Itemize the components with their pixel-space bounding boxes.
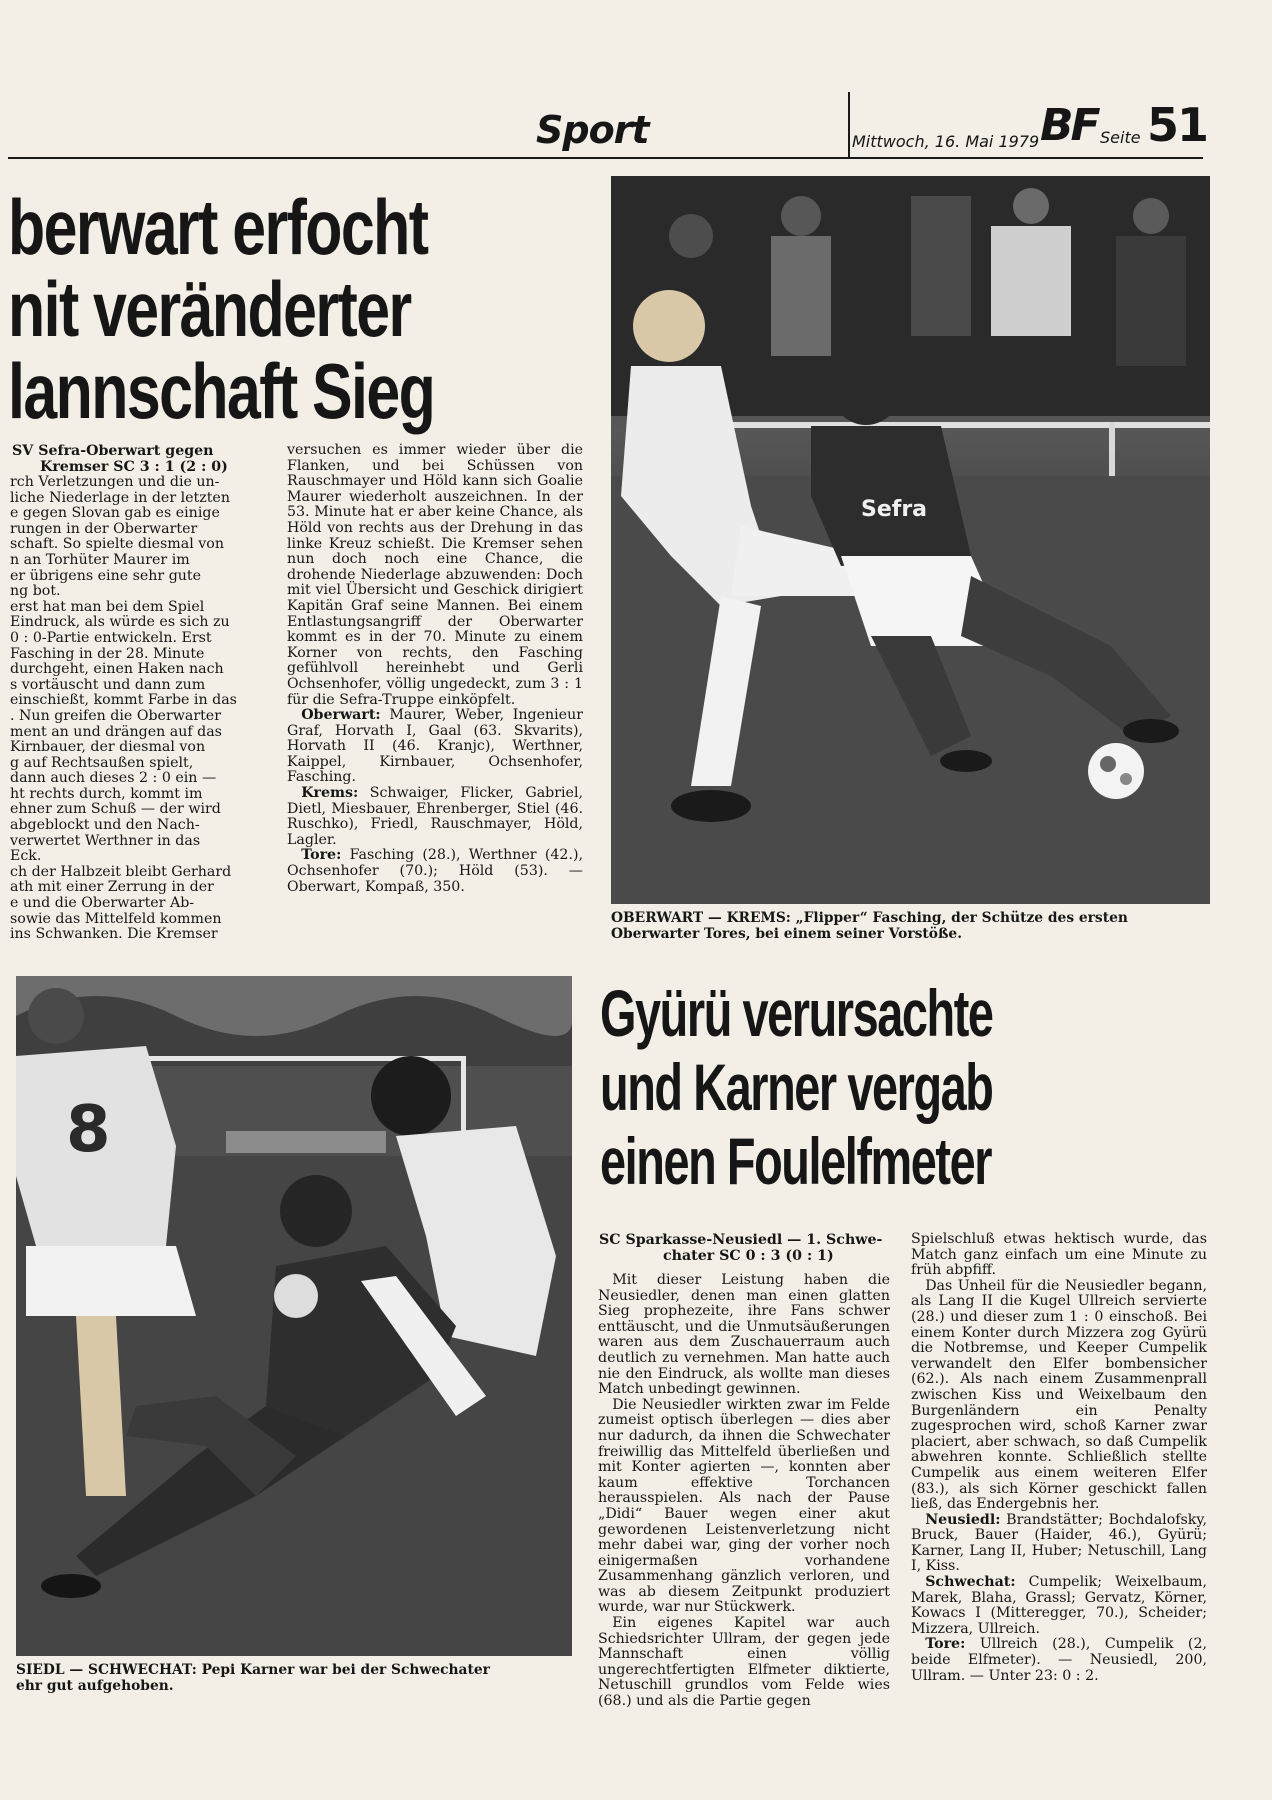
col-line: erst hat man bei dem Spiel bbox=[10, 598, 205, 615]
lineup-schwechat bbox=[911, 1575, 1207, 1637]
lineup-label: Oberwart: bbox=[301, 707, 381, 724]
goals-label: Tore: bbox=[301, 847, 342, 864]
article-paragraph: Spielschluß etwas hektisch wurde, das Match ganz einfach um eine Minute zu früh abpfiff. bbox=[911, 1232, 1207, 1279]
lineup-label: Krems: bbox=[301, 785, 359, 802]
col-line: ht rechts durch, kommt im bbox=[10, 785, 203, 802]
photo-illustration bbox=[611, 176, 1210, 904]
col-line: einschießt, kommt Farbe in das bbox=[10, 692, 237, 709]
caption-line: SIEDL — SCHWECHAT: Pepi Karner war bei der Schwechater bbox=[16, 1662, 490, 1678]
article1-column-1 bbox=[10, 475, 268, 945]
col-line: . Nun greifen die Oberwarter bbox=[10, 707, 221, 724]
goals-line bbox=[911, 1637, 1207, 1684]
headline-line: und Karner vergab bbox=[600, 1050, 993, 1124]
lineup-text: Cumpelik; Weixelbaum, Marek, Blaha, Grassl; Gervatz, Körner, Kowacs I (Mitteregger, 70.), Scheider; Mizzera, Ullreich. bbox=[911, 1574, 1207, 1637]
photo1-caption: OBERWART — KREMS: „Flipper“ Fasching, der Schütze des ersten Oberwarter Tores, bei einem seiner Vorstöße. bbox=[611, 910, 1128, 942]
col-line: abgeblockt und den Nach- bbox=[10, 817, 200, 834]
col-line: sowie das Mittelfeld kommen bbox=[10, 910, 222, 927]
col-line: e und die Oberwarter Ab- bbox=[10, 895, 195, 912]
article2-headline bbox=[600, 976, 993, 1202]
col-line: verwertet Werthner in das bbox=[10, 832, 201, 849]
lineup-oberwart bbox=[287, 708, 583, 786]
col-line: s vortäuscht und dann zum bbox=[10, 676, 206, 693]
article1-headline bbox=[8, 183, 435, 435]
photo2-caption bbox=[16, 1662, 576, 1694]
subhead-line: chater SC 0 : 3 (0 : 1) bbox=[663, 1248, 834, 1264]
article-paragraph: Ein eigenes Kapitel war auch Schiedsrichter Ullram, der gegen jede Mannschaft einen völlig ungerechtfertigten Elfmeter diktierte, Netuschill grundlos vom Felde wies (68.) und als die Partie gegen bbox=[598, 1615, 890, 1710]
col-line: e gegen Slovan gab es einige bbox=[10, 505, 220, 522]
article1-subhead bbox=[12, 443, 272, 475]
col-line: 0 : 0-Partie entwickeln. Erst bbox=[10, 629, 212, 646]
article-paragraph: Die Neusiedler wirkten zwar im Felde zumeist optisch überlegen — dies aber nur dadurch, da ihnen die Schwechater freiwillig das Mittelfeld überließen und mit Konter agierten —, konnten aber kaum effektive Torchancen herausspielen. Als nach der Pause „Didi“ Bauer wegen einer akut gewordenen Leistenverletzung nicht mehr dabei war, ging der vorher noch einigermaßen vorhandene Zusammenhang gänzlich verloren, und was ab diesem Zeitpunkt produziert wurde, war nur Stückwerk. bbox=[598, 1396, 890, 1616]
col-line: liche Niederlage in der letzten bbox=[10, 489, 230, 506]
goals-text: Ullreich (28.), Cumpelik (2, beide Elfmeter). — Neusiedl, 200, Ullram. — Unter 23: 0 : 2. bbox=[911, 1636, 1207, 1684]
col-line: ch der Halbzeit bleibt Gerhard bbox=[10, 863, 232, 880]
col-line: ehner zum Schuß — der wird bbox=[10, 801, 221, 818]
col-line: rch Verletzungen und die un- bbox=[10, 475, 220, 490]
col-line: ath mit einer Zerrung in der bbox=[10, 879, 214, 896]
goals-label: Tore: bbox=[925, 1636, 966, 1653]
article2-column-2 bbox=[911, 1232, 1207, 1780]
col-line: dann auch dieses 2 : 0 ein — bbox=[10, 770, 217, 787]
header-rule bbox=[8, 157, 1203, 159]
jersey-number: 8 bbox=[66, 1093, 111, 1167]
col-line: er übrigens eine sehr gute bbox=[10, 567, 202, 584]
col-line: schaft. So spielte diesmal von bbox=[10, 536, 224, 553]
section-title: Sport bbox=[536, 108, 649, 152]
col-line: n an Torhüter Maurer im bbox=[10, 551, 190, 568]
article-paragraph: Das Unheil für die Neusiedler begann, als Lang II die Kugel Ullreich servierte (28.) und dieser zum 1 : 0 einschoß. Bei einem Konter durch Mizzera zog Gyürü die Notbremse, und Keeper Cumpelik verwandelt den Elfer bombensicher (62.). Als nach einem Zusammenprall zwischen Kiss und Weixelbaum den Burgenländern ein Penalty zugesprochen wird, schoß Karner zwar placiert, aber schwach, so daß Cumpelik abwehren konnte. Schließlich stellte Cumpelik aus einem weiteren Elfer (83.), als sich Körner geschickt fallen ließ, das Endergebnis her. bbox=[911, 1277, 1207, 1513]
lineup-label: Schwechat: bbox=[925, 1574, 1016, 1591]
article-paragraph: versuchen es immer wieder über die Flanken, und bei Schüssen von Rauschmayer und Höld kann sich Goalie Maurer wiederholt auszeichnen. In der 53. Minute hat er aber keine Chance, als Höld von rechts aus der Drehung in das linke Kreuz schießt. Die Kremser sehen nun doch noch eine Chance, die drohende Niederlage abzuwenden: Doch mit viel Übersicht und Geschick dirigiert Kapitän Graf seine Mannen. Bei einem Entlastungsangriff der Oberwarter kommt es in der 70. Minute zu einem Korner von rechts, den Fasching gefühlvoll hereinhebt und Gerli Ochsenhofer, völlig ungedeckt, zum 3 : 1 für die Sefra-Truppe einköpfelt. bbox=[287, 443, 583, 708]
col-line: ng bot. bbox=[10, 583, 61, 600]
jersey-sponsor: Sefra bbox=[861, 497, 928, 522]
lineup-text: Brandstätter; Bochdalofsky, Bruck, Bauer (Haider, 46.), Gyürü; Karner, Lang II, Huber; Netuschill, Lang I, Kiss. bbox=[911, 1511, 1207, 1575]
lineup-krems bbox=[287, 786, 583, 848]
col-line: Fasching in der 28. Minute bbox=[10, 645, 205, 662]
page-label: Seite bbox=[1100, 128, 1141, 147]
col-line: Kirnbauer, der diesmal von bbox=[10, 739, 206, 756]
headline-line: einen Foulelfmeter bbox=[600, 1124, 992, 1198]
headline-line: berwart erfocht bbox=[8, 183, 428, 271]
headline-line: lannschaft Sieg bbox=[8, 347, 435, 435]
article-paragraph: Mit dieser Leistung haben die Neusiedler, denen man einen glatten Sieg prophezeite, ihre Fans schwer enttäuscht, und die Unmutsäußerungen waren aus dem Zuschauerraum auch deutlich zu vernehmen. Man hatte auch nie den Eindruck, als wollte man dieses Match unbedingt gewinnen. bbox=[598, 1273, 890, 1398]
issue-date: Mittwoch, 16. Mai 1979 bbox=[852, 132, 1040, 151]
lineup-label: Neusiedl: bbox=[925, 1511, 1001, 1528]
article2-column-1 bbox=[598, 1273, 890, 1780]
lineup-text: Schwaiger, Flicker, Gabriel, Dietl, Miesbauer, Ehrenberger, Stiel (46. Ruschko), Friedl, Rauschmayer, Höld, Lagler. bbox=[287, 785, 583, 848]
subhead-line: SV Sefra-Oberwart gegen bbox=[12, 443, 214, 459]
article2-subhead bbox=[599, 1232, 889, 1264]
col-line: Eindruck, als würde es sich zu bbox=[10, 614, 230, 631]
col-line: ment an und drängen auf das bbox=[10, 723, 222, 740]
subhead-line: SC Sparkasse-Neusiedl — 1. Schwe- bbox=[599, 1232, 883, 1248]
lineup-neusiedl bbox=[911, 1513, 1207, 1575]
col-line: g auf Rechtsaußen spielt, bbox=[10, 754, 194, 771]
caption-line: ehr gut aufgehoben. bbox=[16, 1678, 174, 1694]
newspaper-logo: BF bbox=[1040, 100, 1098, 151]
goals-line bbox=[287, 848, 583, 895]
col-line: ins Schwanken. Die Kremser bbox=[10, 926, 218, 943]
article1-column-2 bbox=[287, 443, 583, 951]
page-number: 51 bbox=[1147, 98, 1208, 152]
photo-illustration bbox=[16, 976, 572, 1656]
headline-line: Gyürü verursachte bbox=[600, 976, 993, 1050]
subhead-line: Kremser SC 3 : 1 (2 : 0) bbox=[40, 459, 228, 475]
match-photo-neusiedl-schwechat bbox=[16, 976, 572, 1656]
goals-text: Fasching (28.), Werthner (42.), Ochsenhofer (70.); Höld (53). — Oberwart, Kompaß, 350. bbox=[287, 847, 583, 895]
header-divider bbox=[848, 92, 850, 158]
match-photo-oberwart-krems bbox=[611, 176, 1210, 904]
lineup-text: Maurer, Weber, Ingenieur Graf, Horvath I, Gaal (63. Skvarits), Horvath II (46. Kranjc), Werthner, Kaippel, Kirnbauer, Ochsenhofer, Fasching. bbox=[287, 707, 583, 786]
col-line: rungen in der Oberwarter bbox=[10, 520, 198, 537]
col-line: Eck. bbox=[10, 848, 42, 865]
headline-line: nit veränderter bbox=[8, 265, 411, 353]
col-line: durchgeht, einen Haken nach bbox=[10, 661, 224, 678]
